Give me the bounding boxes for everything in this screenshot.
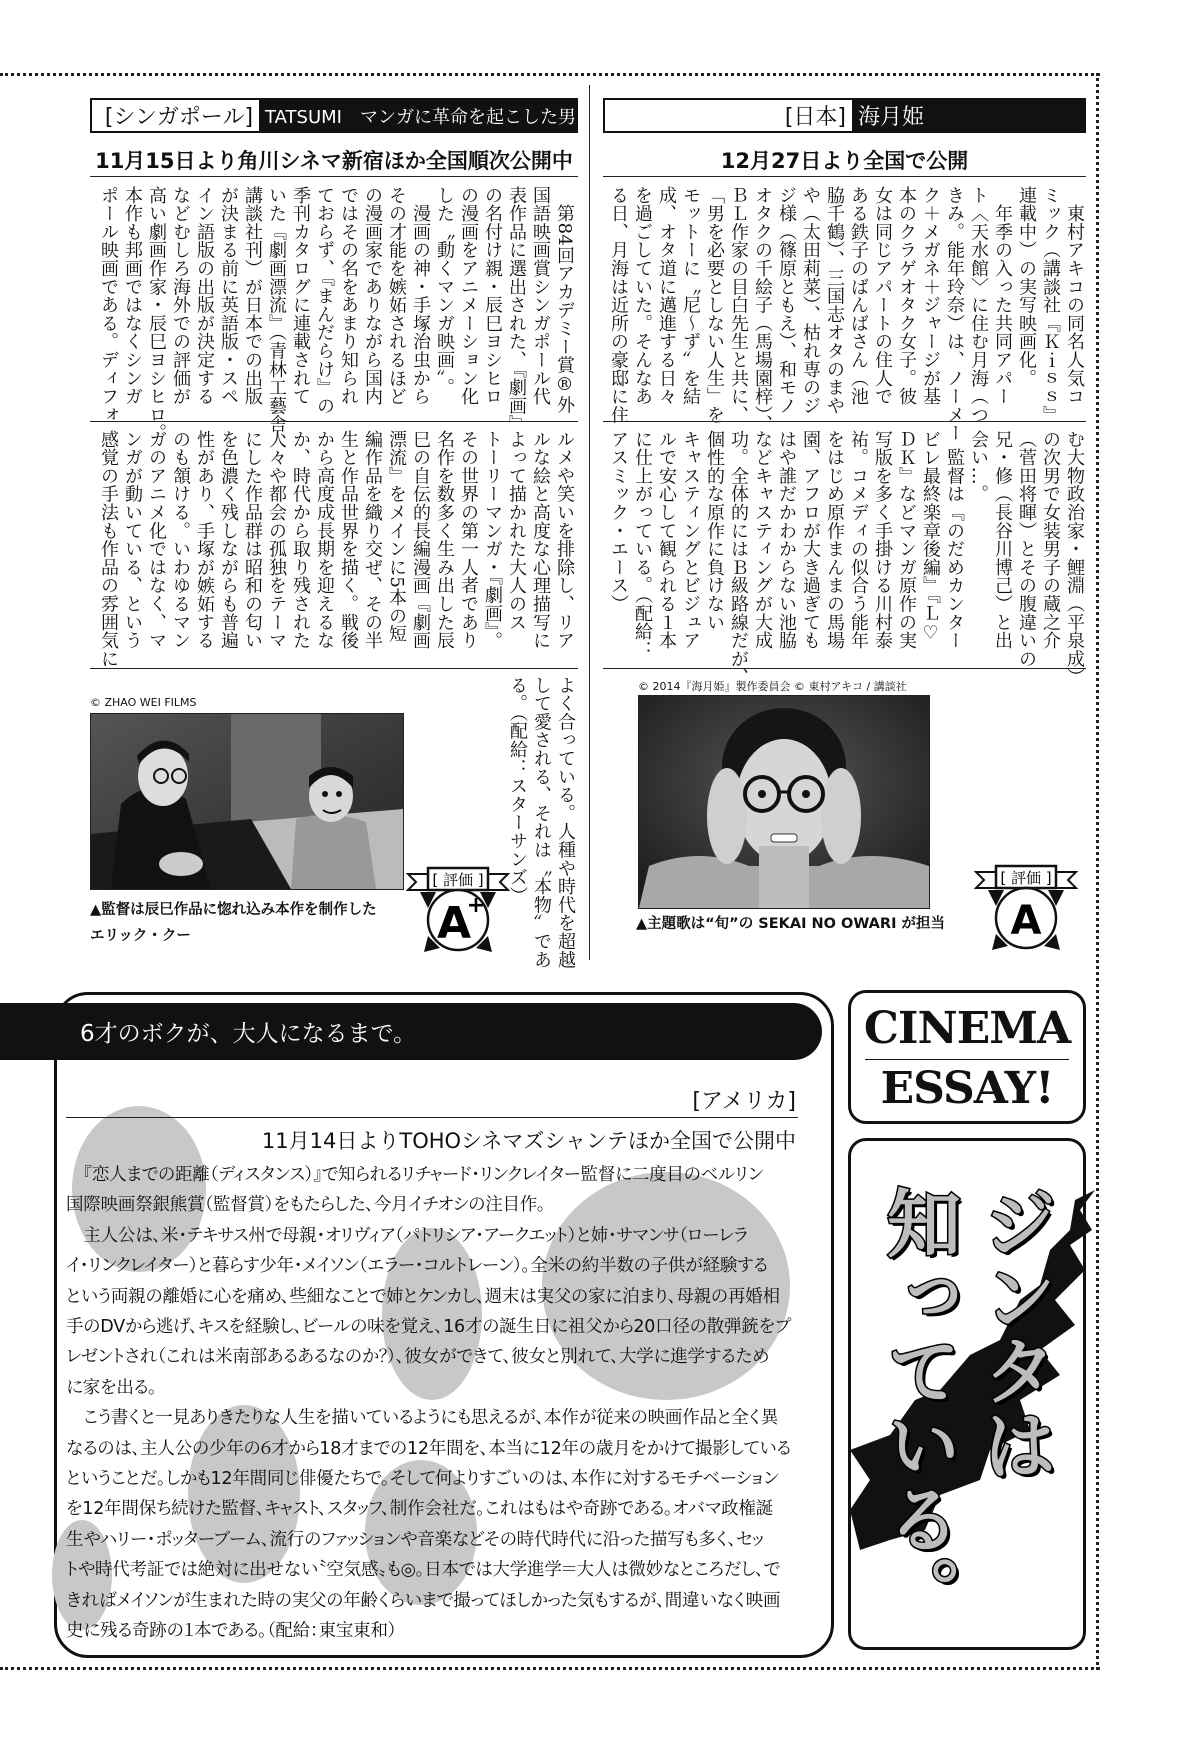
release-info: 12月27日より全国で公開 [720,149,969,173]
review-country: [日本] [605,100,852,131]
review-text-block: 第84回アカデミー賞®外 国語映画賞シンガポール代 表作品に選出された、『劇画』 の名付け親・辰巳ヨシヒロ の漫画をアニメーション化 した〝動くマンガ映画〟。 漫画の神・手塚治虫から その才能を嫉妬されるほど の漫画家でありながら国内 ではその名をあまり知られ ておらず、『まんだらけ』の 季刊カタログに連載されて いた『劇画漂流』（青林工藝舎、 講談社刊）が日本での出版 が決まる前に英語版・スペ イン語版の出版が決定する などむしろ海外での評価が 高い劇画作家・辰巳ヨシヒロ。 本作も邦画ではなくシンガ ポール映画である。ディフォ [98,186,575,452]
rule [603,421,1086,422]
rating-label: [ 評価 ] [432,871,484,889]
rating-badge [974,850,1078,954]
dotted-border-bottom [0,1667,1100,1670]
review-text-block: 東村アキコの同名人気コ ミック（講談社『Ｋｉｓｓ』 連載中）の実写映画化。 年季の入った共同アパー ト〈天水館〉に住む月海（つ きみ。能年玲奈）は、ノーメー ク＋メガネ＋ジャージが基 本のクラゲオタク女子。彼 女は同じアパートの住人で ある鉄子のばんばさん（池 脇千鶴）、三国志オタのまや や（太田莉菜）、枯れ専のジ ジ様（篠原ともえ）、和モノ オタクの千絵子（馬場園梓）、 ＢＬ作家の目白先生と共に、 「男を必要としない人生」を モットーに〝尼～ず〟を結 成、オタ道に邁進する日々 を過ごしていた。そんなあ る日、月海は近所の豪邸に住 [608,186,1085,443]
photo-credit: © 2014『海月姫』製作委員会 © 東村アキコ / 講談社 [638,680,907,693]
review-title: 海月姫 [852,100,1084,131]
rule [603,176,1086,177]
logo-line-2: ESSAY! [880,1063,1054,1114]
rating-grade: A [436,898,472,949]
review-title: TATSUMI マンガに革命を起こした男 [259,100,576,131]
photo-caption: ▲主題歌は“旬”の SEKAI NO OWARI が担当 [636,916,946,932]
essay-body: 『恋人までの距離（ディスタンス）』で知られるリチャード・リンクレイター監督に二度目のベルリン 国際映画祭銀熊賞（監督賞）をもたらした、今月イチオシの注目作。 主人公は、米・テキサス州で母親・オリヴィア（パトリシア・アークエット）と姉・サマンサ（ローレラ イ・リンクレイター）と暮らす少年・メイソン（エラー・コルトレーン）。全米の約半数の子供が経験する という両親の離婚に心を痛め、些細なことで姉とケンカし、週末は実父の家に泊まり、母親の再婚相 手のDVから逃げ、キスを経験し、ビールの味を覚え、16才の誕生日に祖父から20口径の散弾銃をプ レゼントされ（これは米南部あるあるなのか？）、彼女ができて、彼女と別れて、大学に進学するため に家を出る。 こう書くと一見ありきたりな人生を描いているようにも思えるが、本作が従来の映画作品と全く異 なるのは、主人公の少年の６才から18才までの12年間を、本当に12年の歳月をかけて撮影している ということだ。しかも12年間同じ俳優たちで。そして何よりすごいのは、本作に対するモチベーション を12年間保ち続けた監督、キャスト、スタッフ、制作会社だ。これはもはや奇跡である。オバマ政権誕 生やハリー・ポッターブーム、流行のファッションや音楽などその時代時代に沿った描写も多く、セッ トや時代考証では絶対に出せない〝空気感〟も◎。日本では大学進学＝大人は微妙なところだし、で きればメイソンが生まれた時の実父の年齢くらいまで撮ってほしかった気もするが、間違いなく映画 史に残る奇跡の１本である。（配給：東宝東和） [66,1165,791,1642]
release-info: 11月14日よりTOHOシネマズシャンテほか全国で公開中 [261,1129,796,1153]
release-info: 11月15日より角川シネマ新宿ほか全国順次公開中 [95,149,573,173]
ribbon-icon [408,874,428,890]
rating-badge [406,852,510,956]
rating-modifier: + [466,893,486,918]
review-text-block: む大物政治家・鯉淵（平泉成） の次男で女装男子の蔵之介 （菅田将暉）とその腹違いの 兄・修（長谷川博己）と出 会い…。 監督は『のだめカンター ビレ最終楽章後編』『Ｌ♡ ＤＫ』などマンガ原作の実 写版を多く手掛ける川村泰 祐。コメディの似合う能年 をはじめ原作まんまの馬場 園、アフロが大き過ぎても はや誰だかわからない池脇 などキャスティングが大成 功。全体的にはＢ級路線だが、 個性的な原作に負けない キャスティングとビジュア ルで安心して観られる１本 に仕上がっている。（配給： アスミック・エース） [608,430,1085,687]
ribbon-icon [976,872,996,888]
rule [90,176,578,177]
rule [90,668,578,669]
rule [66,1117,798,1118]
review-header [603,98,1086,133]
review-country: [シンガポール] [92,100,259,131]
film-still-photo [638,695,930,909]
review-text-block: ルメや笑いを排除し、リア ルな絵と高度な心理描写に よって描かれた大人のス トーリーマンガ・『劇画』。 その世界の第一人者であり 名作を数多く生み出した辰 巳の自伝的長編漫画『劇画 漂流』をメインに5本の短 編作品を織り交ぜ、その半 生と作品世界を描く。戦後 から高度成長期を迎えるな か、時代から取り残された 人々や都会の孤独をテーマ にした作品群は昭和の匂い を色濃く残しながらも普遍 性があり、手塚が嫉妬する のも頷ける。いわゆるマン ガのアニメ化ではなく、マ ンガが動いている、という 感覚の手法も作品の雰囲気に [98,430,575,668]
essay-title: 6才のボクが、大人になるまで。 [80,1021,417,1047]
rule [603,668,1086,669]
photo-caption: エリック・クー [90,928,191,944]
essay-country: [アメリカ] [692,1089,796,1114]
rating-label: [ 評価 ] [1000,869,1052,887]
logo-rule [865,1059,1069,1060]
review-text-block: よく合っている。人種や時代を超越 して愛される、それは〝本物〟であ る。（配給：スターサンズ） [507,676,576,969]
rating-grade: A [1010,898,1042,944]
film-still-photo [90,713,404,890]
logo-line-1: CINEMA [863,1003,1071,1054]
photo-caption: ▲監督は辰巳作品に惚れ込み本作を制作した [90,902,377,918]
review-header [90,98,578,133]
dotted-border-top [0,73,1100,76]
rule [90,421,578,422]
column-title: ジンタは 知っている。 [875,1185,1057,1629]
column-divider [589,85,590,960]
photo-credit: © ZHAO WEI FILMS [90,696,197,709]
essay-title-banner [0,1003,822,1060]
cinema-essay-logo [848,990,1086,1124]
